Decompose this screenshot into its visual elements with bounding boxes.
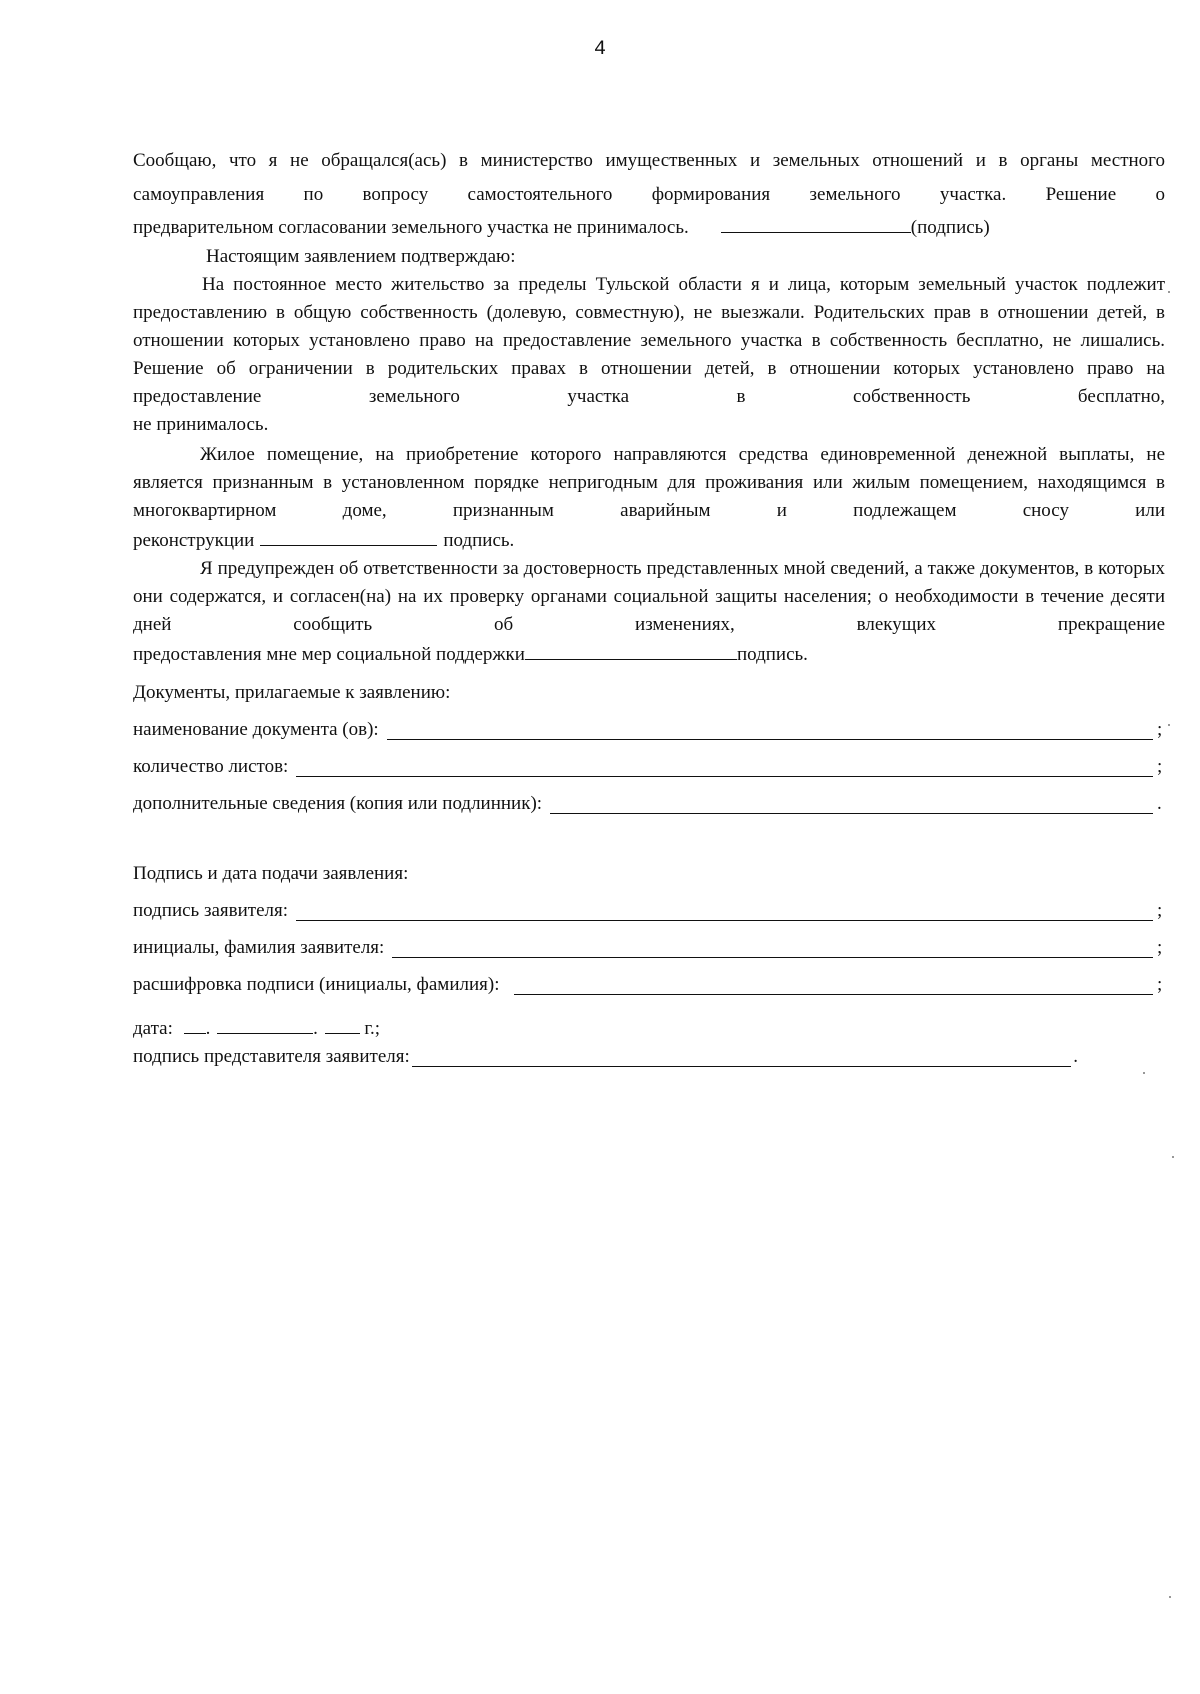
responsibility-signature-label: подпись. [736,644,808,665]
signature-decoding-field[interactable] [133,971,1165,999]
representative-signature-label: подпись представителя заявителя: [133,1046,410,1067]
sheet-count-end: ; [1157,756,1163,777]
signature-decoding-label: расшифровка подписи (инициалы, фамилия): [133,974,500,995]
date-label: дата: [133,1018,173,1039]
applicant-name-label: инициалы, фамилия заявителя: [133,937,385,958]
doc-name-field[interactable] [133,716,1165,744]
confirm-heading: Настоящим заявлением подтверждаю: [206,246,516,267]
docs-heading: Документы, прилагаемые к заявлению: [133,682,451,703]
paragraph-no-application-end: предварительном согласовании земельного участка не принималось. [133,217,689,238]
signature-label: (подпись) [910,217,990,238]
date-day-line[interactable] [184,1013,206,1034]
housing-signature-line[interactable] [260,525,437,546]
scan-speck [1172,1156,1174,1158]
applicant-name-line[interactable] [392,937,1153,958]
paragraph-responsibility-end: предоставления мне мер социальной поддержки [133,644,525,665]
sheet-count-label: количество листов: [133,756,289,777]
paragraph-housing: Жилое помещение, на приобретение которого направляются средства единовременной денежной выплаты, не является признанным в установленном порядке непригодным для проживания или жилым помещением, находящимся в многоквартирном доме, признанным аварийным и подлежащем сносу или [133,444,1165,521]
date-year-suffix: г.; [364,1018,381,1039]
date-separator-1: . [205,1018,211,1039]
scan-speck [1168,724,1170,726]
additional-info-line[interactable] [550,793,1153,814]
scan-speck [1169,1596,1171,1598]
scan-speck [1168,291,1170,293]
doc-name-end: ; [1157,719,1163,740]
date-field[interactable] [133,1013,1165,1043]
applicant-signature-label: подпись заявителя: [133,900,289,921]
applicant-name-field[interactable] [133,934,1165,962]
date-year-line[interactable] [325,1013,360,1034]
paragraph-responsibility-last-line [133,639,1165,669]
responsibility-signature-line[interactable] [525,639,737,660]
sheet-count-field[interactable] [133,753,1165,781]
page-number: 4 [593,38,606,61]
additional-info-label: дополнительные сведения (копия или подлинник): [133,793,543,814]
paragraph-residence: На постоянное место жительство за пределы Тульской области я и лица, которым земельный участок подлежит предоставлению в общую собственность (долевую, совместную), не выезжали. Родительских прав в отношении детей, в отношении которых установлено право на предоставление земельного участка в собственность бесплатно, не лишались. Решение об ограничении в родительских правах в отношении детей, в отношении которых установлено право на предоставление земельного участка в собственность бесплатно, [133,274,1165,407]
additional-info-end: . [1157,793,1162,814]
sign-heading: Подпись и дата подачи заявления: [133,863,409,884]
signature-decoding-end: ; [1157,974,1163,995]
signature-decoding-line[interactable] [514,974,1154,995]
additional-info-field[interactable] [133,790,1165,818]
applicant-signature-end: ; [1157,900,1163,921]
representative-signature-line[interactable] [412,1046,1071,1067]
doc-name-label: наименование документа (ов): [133,719,379,740]
paragraph-responsibility: Я предупрежден об ответственности за достоверность представленных мной сведений, а также документов, в которых они содержатся, и согласен(на) на их проверку органами социальной защиты населения; о необходимости в течение десяти дней сообщить об изменениях, влекущих прекращение [133,558,1165,635]
applicant-signature-line[interactable] [296,900,1153,921]
paragraph-residence-end: не принималось. [133,414,269,435]
paragraph-housing-end: реконструкции [133,530,255,551]
paragraph-housing-last-line [133,525,1165,555]
representative-signature-field[interactable] [133,1043,1078,1071]
paragraph-no-application-last-line [133,212,1165,243]
scan-speck [1143,1072,1145,1074]
date-separator-2: . [313,1018,318,1039]
document-body [133,144,1165,1071]
housing-signature-label: подпись. [443,530,515,551]
sheet-count-line[interactable] [296,756,1153,777]
date-month-line[interactable] [217,1013,313,1034]
doc-name-line[interactable] [387,719,1153,740]
applicant-signature-field[interactable] [133,897,1165,925]
representative-signature-end: . [1073,1046,1078,1067]
applicant-name-end: ; [1157,937,1163,958]
signature-line[interactable] [721,212,911,233]
paragraph-no-application: Сообщаю, что я не обращался(ась) в министерство имущественных и земельных отношений и в органы местного самоуправления по вопросу самостоятельного формирования земельного участка. Решение о [133,150,1165,205]
